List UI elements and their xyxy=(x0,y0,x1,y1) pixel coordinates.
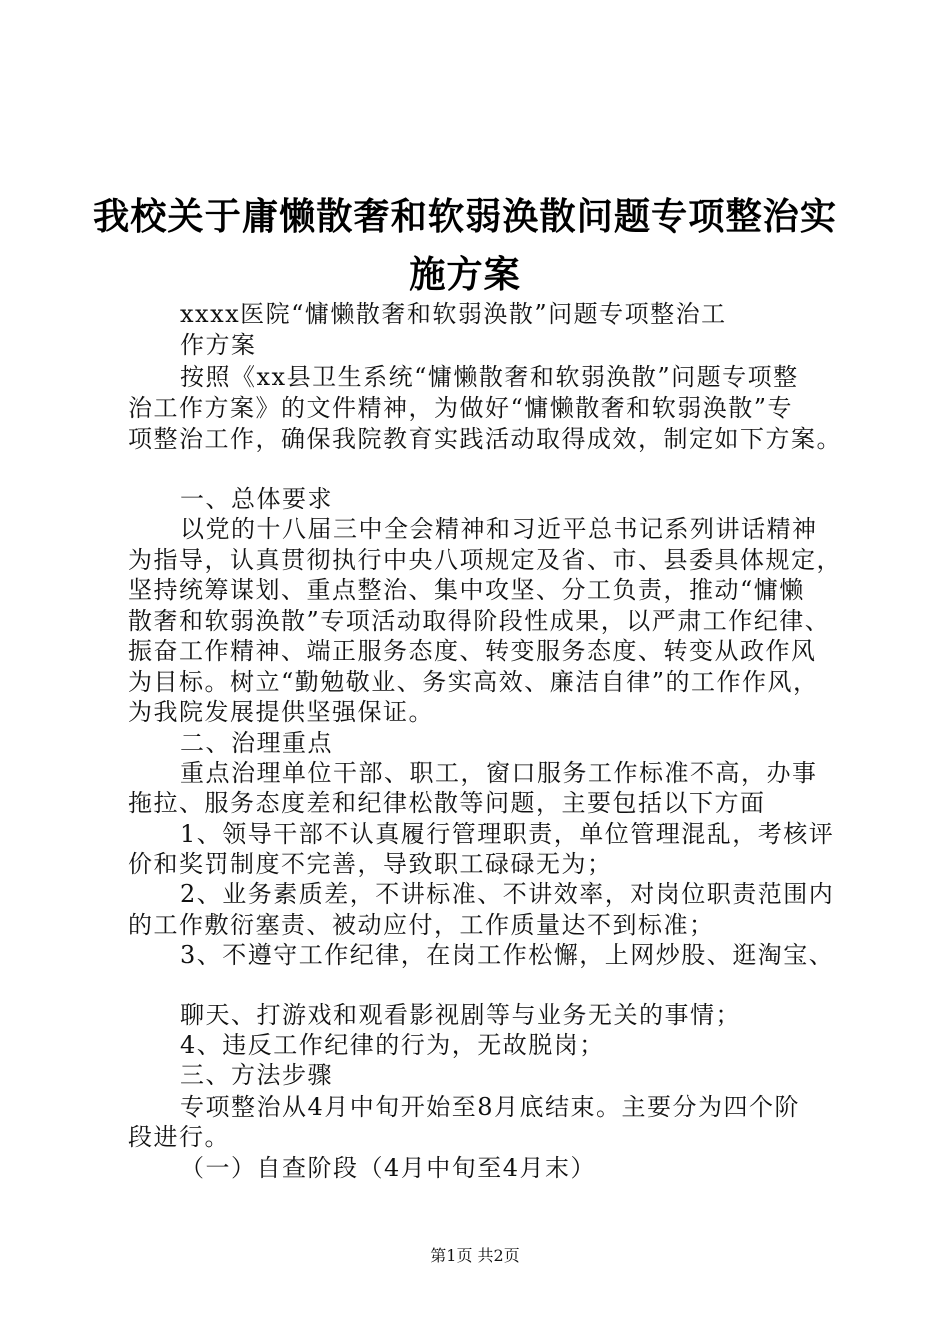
list-item-line: 2、业务素质差，不讲标准、不讲效率，对岗位职责范围内 xyxy=(180,880,835,908)
paragraph-line: 项整治工作，确保我院教育实践活动取得成效，制定如下方案。 xyxy=(128,425,842,453)
subsection-heading: （一）自查阶段（4月中旬至4月末） xyxy=(180,1154,597,1182)
list-item-line: 3、不遵守工作纪律，在岗工作松懈，上网炒股、逛淘宝、 xyxy=(180,941,835,969)
paragraph-line: 专项整治从4月中旬开始至8月底结束。主要分为四个阶 xyxy=(180,1093,801,1121)
paragraph-line: 按照《xx县卫生系统“慵懒散奢和软弱涣散”问题专项整 xyxy=(180,363,799,391)
section-heading: 二、治理重点 xyxy=(180,729,333,757)
paragraph-line: 为我院发展提供坚强保证。 xyxy=(128,698,434,726)
list-item-line: 价和奖罚制度不完善，导致职工碌碌无为； xyxy=(128,850,613,878)
page-number-footer: 第1页 共2页 xyxy=(430,1246,520,1265)
paragraph-line: 为指导，认真贯彻执行中央八项规定及省、市、县委具体规定， xyxy=(128,546,842,574)
paragraph-line: 坚持统筹谋划、重点整治、集中攻坚、分工负责，推动“慵懒 xyxy=(128,576,805,604)
paragraph-line: 重点治理单位干部、职工，窗口服务工作标准不高，办事 xyxy=(180,759,818,787)
paragraph-line: 段进行。 xyxy=(128,1123,230,1151)
document-title-line-1: 我校关于庸懒散奢和软弱涣散问题专项整治实 xyxy=(93,195,838,238)
list-item-line: 1、领导干部不认真履行管理职责，单位管理混乱，考核评 xyxy=(180,820,835,848)
section-heading: 三、方法步骤 xyxy=(180,1061,333,1089)
list-item-line: 4、违反工作纪律的行为，无故脱岗； xyxy=(180,1031,605,1059)
paragraph-line: 拖拉、服务态度差和纪律松散等问题，主要包括以下方面 xyxy=(128,789,766,817)
document-title-line-2: 施方案 xyxy=(409,253,521,296)
paragraph-line: 为目标。树立“勤勉敬业、务实高效、廉洁自律”的工作作风， xyxy=(128,668,819,696)
paragraph-line: 以党的十八届三中全会精神和习近平总书记系列讲话精神 xyxy=(180,515,818,543)
heading-line: 作方案 xyxy=(180,331,257,359)
paragraph-line: 散奢和软弱涣散”专项活动取得阶段性成果，以严肃工作纪律、 xyxy=(128,607,831,635)
paragraph-line: 振奋工作精神、端正服务态度、转变服务态度、转变从政作风 xyxy=(128,637,817,665)
list-item-line: 聊天、打游戏和观看影视剧等与业务无关的事情； xyxy=(180,1001,741,1029)
heading-line: xxxx医院“慵懒散奢和软弱涣散”问题专项整治工 xyxy=(180,300,727,328)
section-heading: 一、总体要求 xyxy=(180,485,333,513)
list-item-line: 的工作敷衍塞责、被动应付，工作质量达不到标准； xyxy=(128,911,715,939)
paragraph-line: 治工作方案》的文件精神，为做好“慵懒散奢和软弱涣散”专 xyxy=(128,394,794,422)
